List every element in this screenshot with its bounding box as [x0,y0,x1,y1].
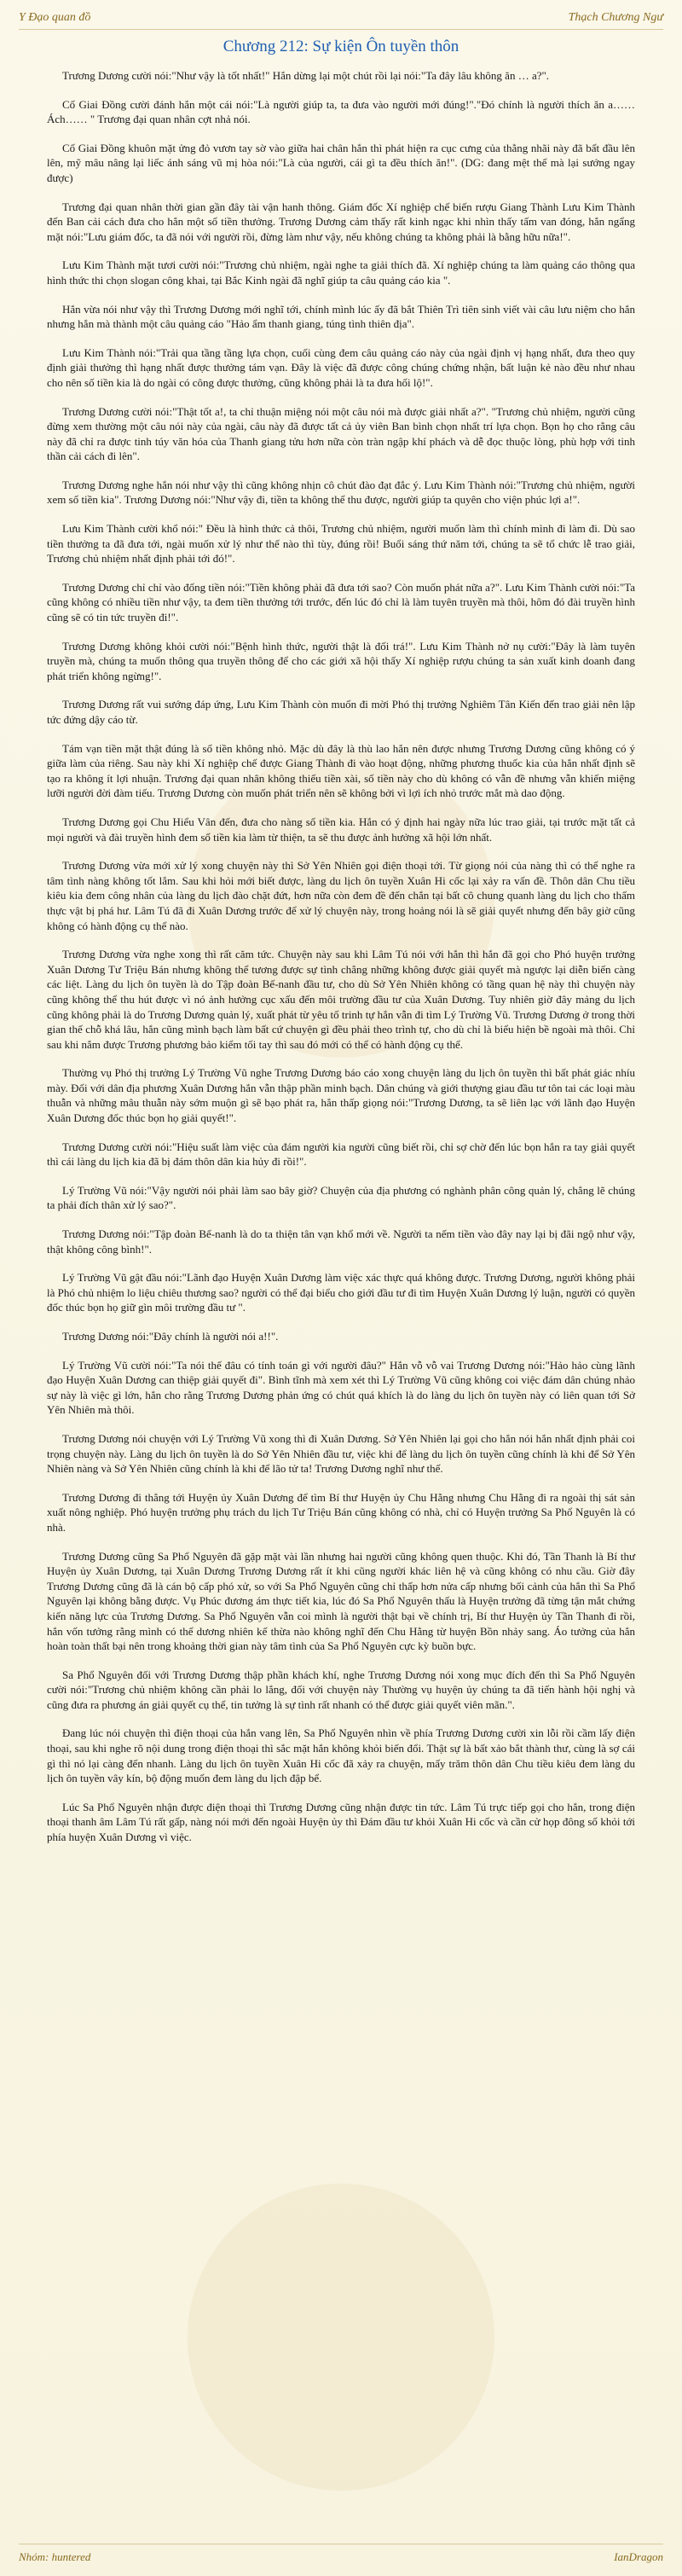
footer-group: Nhóm: huntered [19,2550,91,2563]
paragraph: Lúc Sa Phổ Nguyên nhận được điện thoại thì Trương Dương cũng nhận được tin tức. Lâm Tú trực tiếp gọi cho hắn, trong điện thoại thanh âm Lâm Tú rất gấp, nàng nói mới đến ngoài Huyện ủy thì Đám đầu tư khỏi Xuân Hi cốc và cần cử họp đông số khỏi tới phía huyện Xuân Dương vì việc. [47,1800,635,1844]
paragraph: Trương Dương nói chuyện với Lý Trường Vũ xong thì đi Xuân Dương. Sở Yên Nhiên lại gọi cho hắn nói hắn nhất định phải coi trọng chuyện này. Làng du lịch ôn tuyền là do Sở Yên Nhiên đầu tư, việc khi để làng du lịch ôn tuyền cũng chính là khi để Sở Yên Nhiên nàng và Sở Yên Nhiên cũng chính là khi để lão tử ta! Trương Dương nghĩ như thế. [47,1431,635,1476]
paragraph: Trương Dương vừa nghe xong thì rất căm tức. Chuyện này sau khi Lâm Tú nói với hắn thì hắn đã gọi cho Phó huyện trưởng Xuân Dương Tư Triệu Bán nhưng không thể tương được sự tình chẳng những không được giải quyết mà ngược lại diễn biến càng các liệt. Làng du lịch ôn tuyền là do Tập đoàn Bế-nanh đầu tư, cho dù Sở Yên Nhiên không có tầng quan hệ này thì chuyện này cũng không thể thu hút được vì nó ảnh hưởng cục xấu đến môi trường đầu tư của Xuân Dương. Tuy nhiên giờ đây mảng du lịch cũng không phải là do Trương Dương quản lý, xuất phát từ yêu tố trinh tự hắn vẫn đi tìm Lý Trường Vũ. Trương Dương ở trong thời gian thế chỗ khá lâu, hắn cũng mình bạch làm bất cứ chuyện gì đều phải theo trình tự, cho dù chỉ là biểu hiện bề ngoài mà thôi. Chỉ sau khi nắm được Trương phương bảo kiểm tối tay thì sau đó mới có thể có hành động cụ thể. [47,948,635,1051]
header-book-title: Y Đạo quan đồ [19,11,91,24]
paragraph: Trương Dương không khỏi cười nói:"Bệnh hình thức, người thật là đối trá!". Lưu Kim Thành nở nụ cười:"Đây là làm tuyên truyền mà, chúng ta muốn thông qua truyền thông để cho các giới xã hội thấy Xí nghiệp rượu chúng ta sản xuất kinh doanh đang phát triển không ngừng!". [47,639,635,682]
paragraph: Trương Dương cười nói:"Thật tốt a!, ta chỉ thuận miệng nói một câu nói mà được giải nhất a?". "Trương chủ nhiệm, người cũng đừng xem thường một câu nói này của ngài, câu này đã được tất cả ủy viên Ban bình chọn nhất trí lựa chọn. Bọn họ cho rằng câu này đã chỉ ra được tinh túy văn hóa của Thanh giang tửu hơn nữa còn tràn ngập khí phách và dễ đọc thuộc lòng, phù hợp với tinh thần cải cách đi lên". [47,404,635,463]
paragraph: Trương Dương cười nói:"Hiệu suất làm việc của đám người kia người cũng biết rồi, chỉ sợ chờ đến lúc bọn hắn ra tay giải quyết thì cái làng du lịch kia đã bị đám thôn dân kia hủy đi rồi!". [47,1140,635,1169]
paragraph: Trương Dương chỉ chỉ vào đống tiền nói:"Tiền không phải đã đưa tới sao? Còn muốn phát nữa a?". Lưu Kim Thành cười nói:"Ta cũng không có nhiều tiền như vậy, ta đem tiền thưởng tới trước, đến lúc đó chỉ là làm tuyên truyền mà thôi, hôm đó đài truyền hình cũng sẽ có tin tức truyền đi!". [47,580,635,624]
paragraph: Đang lúc nói chuyện thì điện thoại của hắn vang lên, Sa Phổ Nguyên nhìn về phía Trương Dương cười xin lỗi rồi cầm lấy điện thoại, sau khi nghe rõ nội dung trong điện thoại thì sắc mặt hắn không khỏi biến đổi. Thật sự là bất xảo bắt thành thư, cùng là sợ cái gì thì nó lại càng đến nhanh. Làng du lịch ôn tuyền Xuân Hi cốc đã xảy ra chuyện, mấy trăm thôn dân Chu tiều kiêu đem làng du lịch ôn tuyền vây kín, bộ động muốn đem làng du lịch đập bể. [47,1726,635,1785]
paragraph: Trương Dương nói:"Đây chính là người nói a!!". [62,1330,279,1343]
paragraph: Thường vụ Phó thị trưởng Lý Trường Vũ nghe Trương Dương báo cáo xong chuyện làng du lịch ôn tuyền thì bất phát giác nhíu mày. Đối với dân địa phương Xuân Dương hắn vẫn thập phần minh bạch. Dân chúng và giới thượng giau đầu tư tôn tai các loại màu thuẫn và những mâu thuẫn này sớm muộn gì sẽ bạo phát ra, hắn thấp giọng nói:"Trương Dương, ta sẽ liên lạc với lãnh đạo Huyện Xuân Dương đốc thúc bọn họ giải quyết!". [47,1066,635,1125]
paragraph: Trương Dương nói:"Tập đoàn Bế-nanh là do ta thiện tân vạn khổ mới về. Người ta nếm tiền vào đây nay lại bị đãi ngộ như vậy, thật không công bình!". [47,1227,635,1256]
paragraph: Lý Trường Vũ cười nói:"Ta nói thế đâu có tính toán gì với người đâu?" Hắn vỗ vỗ vai Trương Dương nói:"Hảo hảo cùng lãnh đạo Huyện Xuân Dương can thiệp giải quyết đi". Bình tĩnh mà xem xét thì Lý Trường Vũ cũng không coi việc đám dân chúng nhảo sự này là việc gì lớn, hắn cho rằng Trương Dương phản ứng có chút quá khích là do làng du lịch ôn tuyền này có liên quan tới Sở Yên Nhiên mà thôi. [47,1358,635,1417]
paragraph: Tám vạn tiền mặt thật đúng là số tiền không nhỏ. Mặc dù đây là thù lao hắn nên được nhưng Trương Dương cũng không có ý giữa làm của riêng. Sau này khi Xí nghiệp chế được Giang Thành đi vào hoạt động, những phương thuốc kia của hắn nhất định sẽ tạo ra không ít lợi nhuận. Trương đại quan nhân không thiếu tiền xài, số tiền này cho dù không có vẫn đề nhưng vẫn khiến miệng lưỡi người đời đàm tiếu. Trương Dương còn muốn phát triển nên sẽ không bởi vì lợi ích nhỏ trước mắt mà dao động. [47,741,635,800]
paragraph: Trương Dương vừa mới xử lý xong chuyện này thì Sở Yên Nhiên gọi điện thoại tới. Từ giọng nói của nàng thì có thể nghe ra tâm tình nàng không tốt lắm. Sau khi hỏi mới biết được, làng du lịch ôn tuyền Xuân Hi cốc lại xảy ra vấn đề. Thôn dân Chu tiều kiêu kia đem công nhân của làng du lịch đào chặt đứt, hơn nữa còn đem đề đến chắn tại bất cô chung quanh làng du lịch cho thấm thực vật bị phá hư. Lâm Tú đã đi Xuân Dương trước để xử lý chuyện này, trong hoảng nói là sẽ giải quyết nhưng đến bây giờ cũng không có hành động cụ thể nào. [47,859,635,932]
footer-translator: IanDragon [614,2550,663,2563]
paragraph: Sa Phổ Nguyên đối với Trương Dương thập phần khách khí, nghe Trương Dương nói xong mục đích đến thì Sa Phổ Nguyên cười nói:"Trương chủ nhiệm không cần phải lo lắng, đối với chuyện này Thường vụ huyện ủy chúng ta đã tiến hành hội nghị và cũng đưa ra phương án giải quyết cụ thể, tin tưởng là sự tình rất nhanh có thể được giải quyết viên mãn.". [47,1668,635,1711]
paragraph: Lý Trường Vũ nói:"Vậy người nói phải làm sao bây giờ? Chuyện của địa phương có nghành phân công quản lý, chẳng lẽ chúng ta phải đích thân xử lý sao?". [47,1183,635,1212]
watermark-circle [188,2184,494,2491]
paragraph: Lý Trường Vũ gật đầu nói:"Lãnh đạo Huyện Xuân Dương làm việc xác thực quá không được. Trương Dương, người không phải là Phó chủ nhiệm lo liệu chiêu thương sao? người có thể đại biểu cho giới đầu tư đi tìm Huyện Xuân Dương lý luận, người có quyền đốc thúc bọn họ giữ gìn môi trường đầu tư ". [47,1271,635,1314]
paragraph: Trương Dương đi thẳng tới Huyện ủy Xuân Dương để tìm Bí thư Huyện ủy Chu Hằng nhưng Chu Hằng đi ra ngoài thị sát sản xuất nông nghiệp. Phó huyện trưởng phụ trách du lịch Tư Triệu Bán cũng không có nhà, chỉ có Huyện trưởng Sa Phổ Nguyên là có nhà. [47,1490,635,1534]
paragraph: Trương Dương gọi Chu Hiểu Vân đến, đưa cho nàng số tiền kia. Hắn có ý định hai ngày nữa lúc trao giải, tại trước mặt tất cả mọi người và đài truyền hình đem số tiền kia làm từ thiện, ta sẽ thu được ảnh hưởng xã hội lớn nhất. [47,815,635,844]
header-author: Thạch Chương Ngư [568,11,663,24]
paragraph: Trương Dương nghe hắn nói như vậy thì cũng không nhịn cô chút đào đạt đắc ý. Lưu Kim Thành nói:"Trương chủ nhiệm, người xem số tiền kia". Trương Dương nói:"Như vậy đi, tiền ta không thể thu được, người giúp ta quyên cho viện phúc lợi a!". [47,478,635,507]
paragraph: Trương Dương rất vui sướng đáp ứng, Lưu Kim Thành còn muốn đi mời Phó thị trưởng Nghiêm Tân Kiến đến trao giải nên lập tức đứng dậy cáo từ. [47,698,635,726]
chapter-title: Chương 212: Sự kiện Ôn tuyền thôn [223,38,459,55]
paragraph: Cố Giai Đồng khuôn mặt ửng đỏ vươn tay sờ vào giữa hai chân hắn thì phát hiện ra cục cưng của thằng nhãi này đã bất đầu lên lên, mỹ mâu nâng lại liếc ánh sáng vũ mị hòa nói:"Là của người, cái gì ta đều thích ăn!". (DG: đang mệt thế mà lại sướng ngay được) [47,141,635,184]
paragraph: Cố Giai Đồng cười đánh hắn một cái nói:"Là người giúp ta, ta đưa vào người mới đúng!"."Đó chính là người thích ăn a…… Ách…… " Trương đại quan nhân cợt nhả nói. [47,97,635,126]
header-divider [19,29,663,30]
paragraph: Trương Dương cười nói:"Như vậy là tốt nhất!" Hắn dừng lại một chút rồi lại nói:"Ta đây lâu không ăn … a?". [62,69,550,82]
paragraph: Trương đại quan nhân thời gian gần đây tài vận hanh thông. Giám đốc Xí nghiệp chế biến rượu Giang Thành Lưu Kim Thành đến Ban cải cách đưa cho hắn một số tiền thưởng. Trương Dương cảm thấy rất kinh ngạc khi nhìn thấy tấm van đóng, hắn ngẩng mặt nói:"Lưu giám đốc, ta đã nói với người rồi, đừng làm như vậy, nếu không chúng ta không phải là bằng hữu nữa!". [47,200,635,243]
paragraph: Lưu Kim Thành nói:"Trải qua tầng tầng lựa chọn, cuối cùng đem câu quảng cáo này của ngài định vị hạng nhất, đưa theo quy định giải thưởng thì hạng nhất được thưởng tám vạn. Đây là việc đã được công chúng chứng nhận, bất luận kẻ nào đều như nhau cho nên số tiền kia là do ngài có công được thưởng, cũng không phải là ta đưa hối lộ!". [47,345,635,389]
paragraph: Lưu Kim Thành cười khổ nói:" Đều là hình thức cả thôi, Trương chủ nhiệm, người muốn làm thì chính mình đi làm đi. Dù sao tiền thưởng ta đã đưa tới, ngài muốn xử lý như thế nào thì tùy, đúng rồi! Buổi sáng thứ năm tới, chúng ta sẽ tổ chức lễ trao giải, Trương chủ nhiệm nhất định phải tới đó!". [47,522,635,566]
paragraph: Trương Dương cũng Sa Phổ Nguyên đã gặp mặt vài lần nhưng hai người cũng không quen thuộc. Khi đó, Tần Thanh là Bí thư Huyện ủy Xuân Dương, tại Xuân Dương Trương Dương rất ít khi cũng người khác liên hệ và cũng không có nhu cầu. Giờ đây Trương Dương cũng đã là cán bộ cấp phó xử, so với Sa Phổ Nguyên cũng chỉ thấp hơn nửa cấp nhưng bối cảnh của hắn thì Sa Phổ Nguyên lại không bằng được. Vụ Phúc đương ám thực tiết kia, lúc đó Sa Phổ Nguyên thấu là Huyện trưởng đã từng tận mắt chứng kiến năng lực của Trương Dương. Sa Phổ Nguyên vẫn coi mình là người thật bại về chính trị, Bí thư Huyện ủy Tần Thanh đi rồi, hắn vốn tưởng rằng mình có thể dương nhiên kế thừa nào không nghĩ đến Chu Hằng từ huyện Bồn nhảy sang. Áo tưởng của hắn hoàn toàn thất bại nên trong khoảng thời gian này tâm tình của Sa Phổ Nguyên cực kỳ buồn bực. [47,1549,635,1653]
page-footer [19,2549,663,2566]
chapter-body [47,68,635,1859]
page-header [19,9,663,27]
paragraph: Hắn vừa nói như vậy thì Trương Dương mới nghĩ tới, chính mình lúc ấy đã bắt Thiên Trì tiên sinh viết vài câu lưu niệm cho hắn nhưng hắn mà thành một câu quảng cáo "Hảo ẩm thanh giang, túng tình thiên địa". [47,302,635,331]
paragraph: Lưu Kim Thành mặt tươi cười nói:"Trương chủ nhiệm, ngài nghe ta giải thích đã. Xí nghiệp chúng ta làm quảng cáo thông qua hình thức thi chọn slogan công khai, tại Bắc Kinh ngài đã nghĩ giúp ta câu quảng cáo kia ". [47,258,635,287]
